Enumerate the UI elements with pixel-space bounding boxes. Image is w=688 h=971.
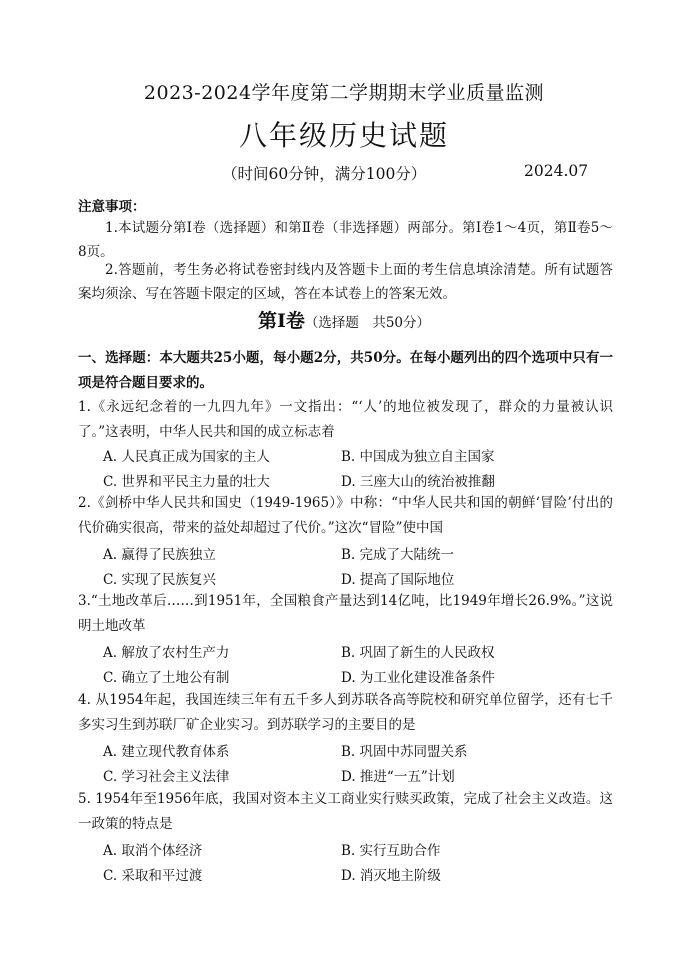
question-4-option-d: D. 推进“一五”计划 bbox=[341, 769, 455, 785]
exam-header-title: 2023-2024学年度第二学期期末学业质量监测 bbox=[143, 82, 545, 104]
question-1-option-a: A. 人民真正成为国家的主人 bbox=[103, 449, 270, 465]
question-5-stem: 5. 1954年至1956年底，我国对资本主义工商业实行赎买政策，完成了社会主义改造。这一政策的特点是 bbox=[78, 791, 613, 832]
question-4-option-a: A. 建立现代教育体系 bbox=[103, 744, 230, 760]
question-3-option-b: B. 巩固了新生的人民政权 bbox=[341, 645, 495, 661]
question-3-option-d: D. 为工业化建设准备条件 bbox=[341, 670, 495, 686]
question-1-option-d: D. 三座大山的统治被推翻 bbox=[341, 474, 495, 490]
question-1-option-c: C. 世界和平民主力量的壮大 bbox=[103, 474, 270, 490]
section-title bbox=[0, 306, 688, 333]
question-3-stem: 3.“土地改革后……到1951年，全国粮食产量达到14亿吨，比1949年增长26.9%。”这说明土地改革 bbox=[78, 593, 613, 634]
question-5-option-d: D. 消灭地主阶级 bbox=[341, 868, 441, 884]
exam-date: 2024.07 bbox=[524, 162, 589, 180]
section-instructions: 一、选择题：本大题共25小题，每小题2分，共50分。在每小题列出的四个选项中只有一项是符合题目要求的。 bbox=[78, 350, 613, 391]
question-2-option-c: C. 实现了民族复兴 bbox=[103, 572, 216, 588]
notes-item-2: 2.答题前，考生务必将试卷密封线内及答题卡上面的考生信息填涂清楚。所有试题答案均须涂、写在答题卡限定的区域，答在本试卷上的答案无效。 bbox=[78, 262, 613, 302]
question-2-option-d: D. 提高了国际地位 bbox=[341, 572, 455, 588]
question-4-stem: 4. 从1954年起，我国连续三年有五千多人到苏联各高等院校和研究单位留学，还有七千多实习生到苏联厂矿企业实习。到苏联学习的主要目的是 bbox=[78, 692, 613, 733]
question-3-option-c: C. 确立了土地公有制 bbox=[103, 670, 230, 686]
question-1-option-b: B. 中国成为独立自主国家 bbox=[341, 449, 495, 465]
question-2-option-b: B. 完成了大陆统一 bbox=[341, 547, 455, 563]
time-and-score-note: （时间60分钟，满分100分） bbox=[222, 165, 427, 183]
question-2-stem: 2.《剑桥中华人民共和国史（1949-1965）》中称：“中华人民共和国的朝鲜‘冒险’付出的代价确实很高，带来的益处却超过了代价。”这次“冒险”使中国 bbox=[78, 495, 613, 536]
question-3-option-a: A. 解放了农村生产力 bbox=[103, 645, 230, 661]
question-4-option-b: B. 巩固中苏同盟关系 bbox=[341, 744, 468, 760]
question-1-stem: 1.《永远纪念着的一九四九年》一文指出：“‘人’的地位被发现了，群众的力量被认识了。”这表明，中华人民共和国的成立标志着 bbox=[78, 399, 613, 440]
notes-item-1: 1.本试题分第Ⅰ卷（选择题）和第Ⅱ卷（非选择题）两部分。第Ⅰ卷1～4页，第Ⅱ卷5～8页。 bbox=[78, 220, 613, 260]
question-5-option-b: B. 实行互助合作 bbox=[341, 843, 441, 859]
exam-main-title: 八年级历史试题 bbox=[238, 119, 449, 152]
question-5-option-c: C. 采取和平过渡 bbox=[103, 868, 203, 884]
question-2-option-a: A. 赢得了民族独立 bbox=[103, 547, 216, 563]
section-title-main: 第Ⅰ卷 bbox=[257, 310, 305, 332]
question-5-option-a: A. 取消个体经济 bbox=[103, 843, 203, 859]
notes-heading: 注意事项： bbox=[78, 199, 146, 215]
question-4-option-c: C. 学习社会主义法律 bbox=[103, 769, 230, 785]
section-title-sub: （选择题 共50分） bbox=[304, 315, 431, 331]
